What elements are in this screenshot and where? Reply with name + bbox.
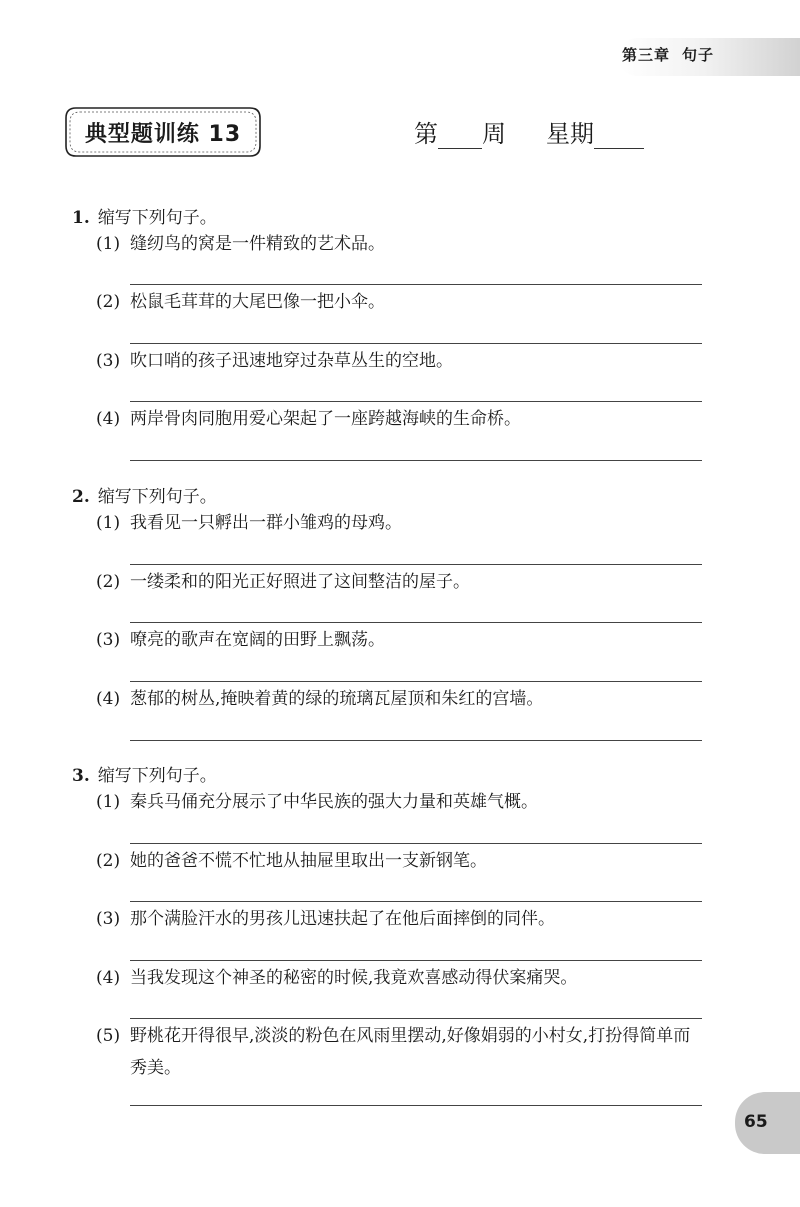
answer-line[interactable] [130, 681, 702, 682]
answer-line[interactable] [130, 343, 702, 344]
item-label: (3) [96, 351, 121, 371]
question-number: 2. [72, 487, 90, 507]
answer-line[interactable] [130, 960, 702, 961]
item-text: 当我发现这个神圣的秘密的时候,我竟欢喜感动得伏案痛哭。 [130, 968, 578, 988]
item-label: (5) [96, 1026, 121, 1046]
question-instruction: 缩写下列句子。 [97, 766, 217, 786]
item-label: (3) [96, 909, 121, 929]
item-text: 缝纫鸟的窝是一件精致的艺术品。 [130, 234, 385, 254]
answer-line[interactable] [130, 740, 702, 741]
item-text: 她的爸爸不慌不忙地从抽屉里取出一支新钢笔。 [130, 851, 487, 871]
question-2-heading [72, 482, 217, 507]
list-item [96, 845, 706, 877]
question-instruction: 缩写下列句子。 [97, 208, 217, 228]
chapter-header [622, 44, 714, 65]
item-label: (2) [96, 572, 121, 592]
item-label: (1) [96, 792, 121, 812]
item-text: 两岸骨肉同胞用爱心架起了一座跨越海峡的生命桥。 [130, 409, 521, 429]
item-text: 一缕柔和的阳光正好照进了这间整洁的屋子。 [130, 572, 470, 592]
week-mid: 周 [482, 120, 506, 148]
item-text: 那个满脸汗水的男孩儿迅速扶起了在他后面摔倒的同伴。 [130, 909, 555, 929]
weekday-label: 星期 [546, 120, 594, 148]
item-label: (2) [96, 292, 121, 312]
list-item [96, 683, 706, 715]
answer-line[interactable] [130, 843, 702, 844]
item-text: 野桃花开得很早,淡淡的粉色在风雨里摆动,好像娟弱的小村女,打扮得简单而秀美。 [130, 1026, 691, 1078]
answer-line[interactable] [130, 1105, 702, 1106]
item-text: 葱郁的树丛,掩映着黄的绿的琉璃瓦屋顶和朱红的宫墙。 [130, 689, 544, 709]
list-item [96, 962, 706, 994]
item-label: (3) [96, 630, 121, 650]
list-item [96, 286, 706, 318]
answer-line[interactable] [130, 401, 702, 402]
item-label: (1) [96, 513, 121, 533]
list-item [96, 903, 706, 935]
question-number: 1. [72, 208, 90, 228]
question-instruction: 缩写下列句子。 [97, 487, 217, 507]
list-item [96, 566, 706, 598]
list-item [96, 786, 706, 818]
answer-line[interactable] [130, 564, 702, 565]
question-3-heading [72, 761, 217, 786]
list-item [96, 624, 706, 656]
question-number: 3. [72, 766, 90, 786]
item-label: (2) [96, 851, 121, 871]
week-day-line [414, 114, 644, 149]
page-number: 65 [744, 1112, 768, 1132]
answer-line[interactable] [130, 460, 702, 461]
answer-line[interactable] [130, 284, 702, 285]
list-item [96, 345, 706, 377]
chapter-label: 第三章 [622, 46, 671, 64]
item-label: (1) [96, 234, 121, 254]
list-item [96, 1020, 706, 1084]
list-item [96, 228, 706, 260]
week-prefix: 第 [414, 120, 438, 148]
item-text: 秦兵马俑充分展示了中华民族的强大力量和英雄气概。 [130, 792, 538, 812]
exercise-title-box [62, 104, 264, 160]
answer-line[interactable] [130, 901, 702, 902]
item-label: (4) [96, 409, 121, 429]
question-1-heading [72, 203, 217, 228]
item-text: 松鼠毛茸茸的大尾巴像一把小伞。 [130, 292, 385, 312]
list-item [96, 403, 706, 435]
item-text: 嘹亮的歌声在宽阔的田野上飘荡。 [130, 630, 385, 650]
weekday-blank [594, 122, 644, 149]
section-label: 句子 [682, 46, 715, 64]
item-label: (4) [96, 689, 121, 709]
item-text: 吹口哨的孩子迅速地穿过杂草丛生的空地。 [130, 351, 453, 371]
list-item [96, 507, 706, 539]
exercise-title: 典型题训练 13 [84, 121, 242, 147]
week-blank [438, 122, 482, 149]
item-text: 我看见一只孵出一群小雏鸡的母鸡。 [130, 513, 402, 533]
answer-line[interactable] [130, 622, 702, 623]
answer-line[interactable] [130, 1018, 702, 1019]
item-label: (4) [96, 968, 121, 988]
